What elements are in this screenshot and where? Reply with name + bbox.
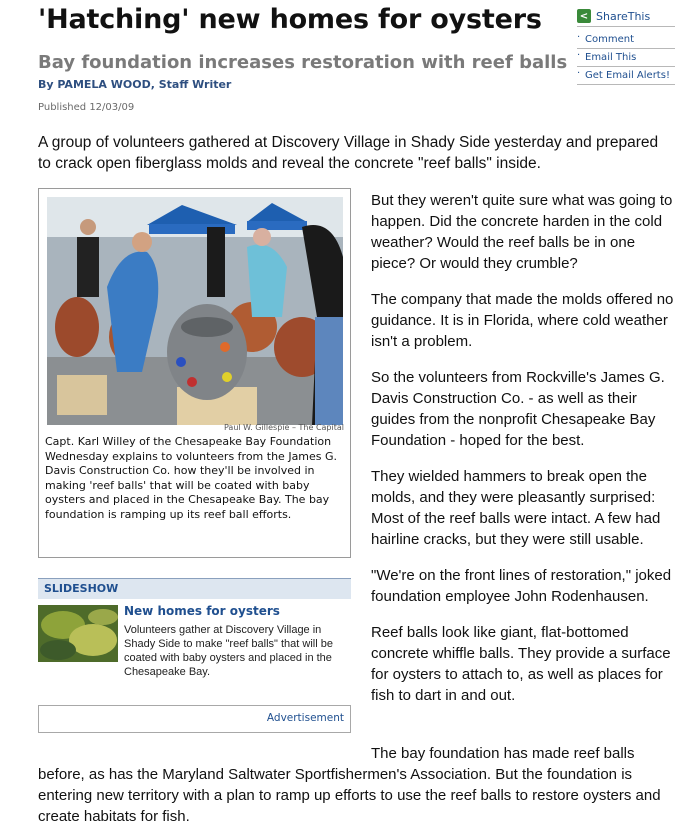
slideshow-description: Volunteers gather at Discovery Village in Shady Side to make "reef balls" that will be coated with baby oysters and placed in the Chesapeake Bay. [124, 624, 333, 678]
body-paragraph: They wielded hammers to break open the molds, and they were pleasantly surprised: Most of the reef balls were intact. A few had hairline cracks, but they were still usable. [371, 468, 661, 548]
closing-paragraph-text: The bay foundation has made reef balls before, as has the Maryland Saltwater Sportfishermen's Association. But the foundation is entering new territory with a plan to ramp up efforts to use the reef balls to restore oysters and create habitats for fish. [38, 745, 661, 825]
slideshow-module [38, 578, 351, 700]
share-icon: < [577, 9, 591, 23]
email-this-link[interactable] [577, 49, 675, 67]
article-photo[interactable] [47, 197, 343, 425]
body-paragraph: So the volunteers from Rockville's James G. Davis Construction Co. - as well as their guides from the nonprofit Chesapeake Bay Foundation - hoped for the best. [371, 369, 665, 449]
body-paragraph: But they weren't quite sure what was going to happen. Did the concrete harden in the cold weather? Would the reef balls be in one piece? Or would they crumble? [371, 192, 673, 272]
comment-link[interactable] [577, 31, 675, 49]
photo-caption: Capt. Karl Willey of the Chesapeake Bay Foundation Wednesday explains to volunteers from the James G. Davis Construction Co. how they'll be involved in making 'reef balls' that will be coated with baby oysters and placed in the Chesapeake Bay. The bay foundation is ramping up its reef ball efforts. [45, 435, 338, 521]
bullet-icon: · [577, 50, 581, 61]
share-this-label: ShareThis [596, 9, 651, 23]
slideshow-header: SLIDESHOW [38, 578, 351, 599]
body-paragraph: "We're on the front lines of restoration," joked foundation employee John Rodenhausen. [371, 567, 672, 605]
closing-paragraph [38, 743, 678, 827]
headline: 'Hatching' new homes for oysters [38, 4, 542, 35]
share-box [577, 8, 675, 85]
body-paragraph: The company that made the molds offered no guidance. It is in Florida, where cold weather isn't a problem. [371, 291, 674, 350]
body-paragraph: Reef balls look like giant, flat-bottomed concrete whiffle balls. They provide a surface for oysters to attach to, as well as places for fish to dart in and out. [371, 624, 671, 704]
published-date: Published 12/03/09 [38, 102, 135, 113]
advertisement-label: Advertisement [266, 712, 344, 724]
slideshow-thumbnail[interactable] [38, 605, 118, 662]
email-this-label: Email This [585, 52, 637, 63]
advertisement-box[interactable] [38, 705, 351, 733]
byline: By PAMELA WOOD, Staff Writer [38, 78, 232, 91]
slideshow-title-link[interactable]: New homes for oysters [124, 604, 280, 618]
bullet-icon: · [577, 68, 581, 79]
comment-label: Comment [585, 34, 634, 45]
photo-credit: Paul W. Gillespie – The Capital [223, 423, 344, 432]
get-email-alerts-link[interactable] [577, 67, 675, 85]
bullet-icon: · [577, 32, 581, 43]
share-this-button[interactable] [577, 8, 675, 27]
article-body [371, 190, 676, 721]
email-alerts-label: Get Email Alerts! [585, 70, 670, 81]
lead-paragraph: A group of volunteers gathered at Discovery Village in Shady Side yesterday and prepared to crack open fiberglass molds and reveal the concrete "reef balls" inside. [38, 134, 659, 172]
subhead: Bay foundation increases restoration with reef balls [38, 52, 568, 73]
